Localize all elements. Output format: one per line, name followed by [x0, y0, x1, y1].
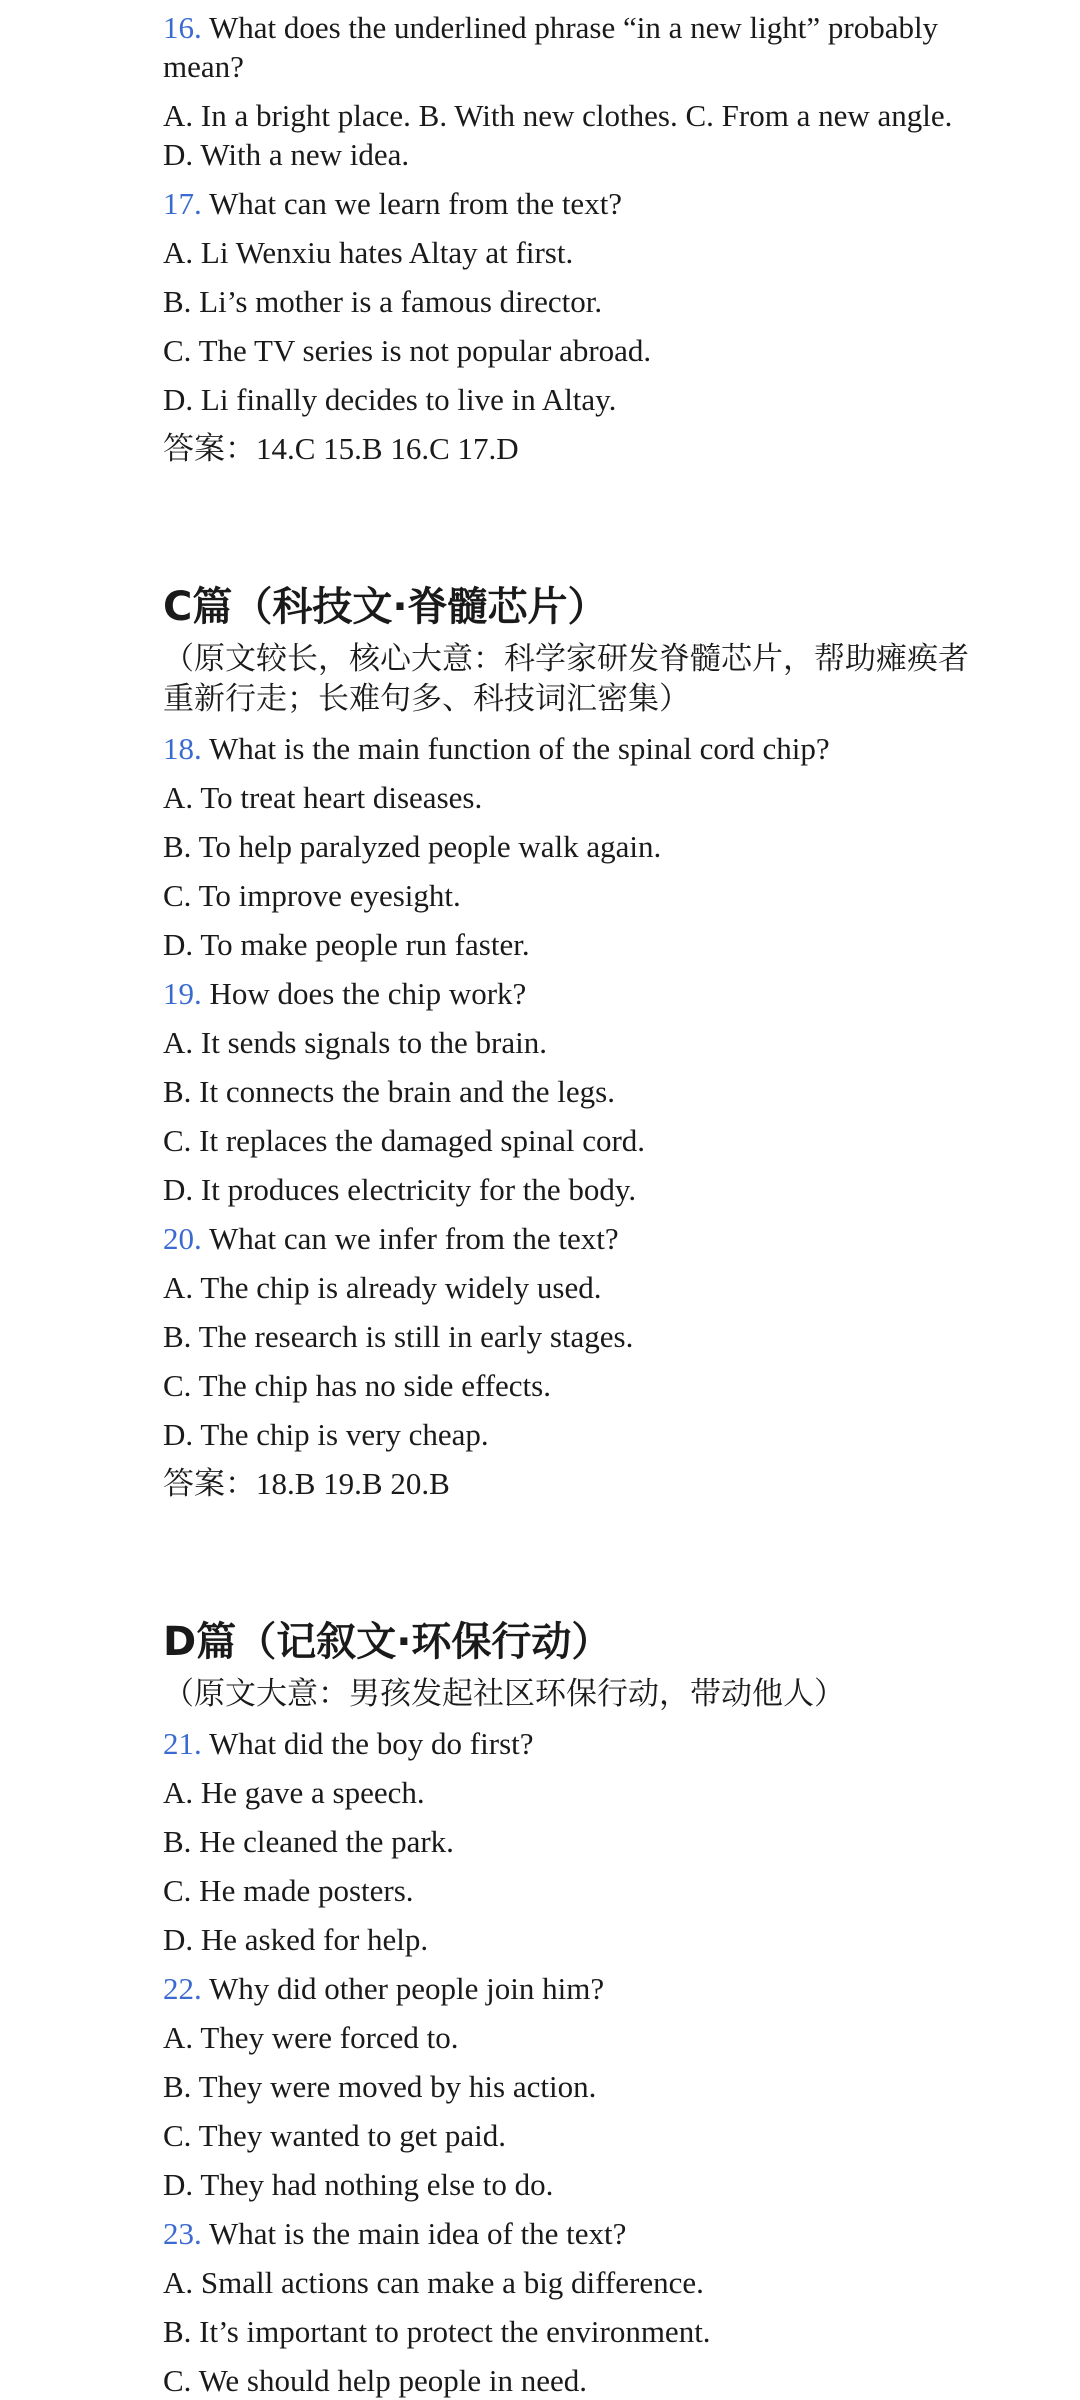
question-16 [163, 8, 990, 86]
question-16-options: A. In a bright place. B. With new clothes. C. From a new angle. D. With a new idea. [163, 98, 953, 172]
option-d: D. The chip is very cheap. [163, 1417, 489, 1452]
option-c: C. We should help people in need. [163, 2363, 587, 2398]
section-d [163, 1616, 990, 2400]
option-d: D. It produces electricity for the body. [163, 1172, 637, 1207]
section-summary: （原文较长，核心大意：科学家研发脊髓芯片，帮助瘫痪者重新行走；长难句多、科技词汇密集） [163, 641, 969, 717]
question-22 [163, 1969, 990, 2008]
option-b: B. He cleaned the park. [163, 1824, 454, 1859]
question-number: 16. [163, 10, 202, 45]
question-text: What can we infer from the text? [201, 1221, 619, 1256]
option-d: D. They had nothing else to do. [163, 2167, 554, 2202]
option-a: A. The chip is already widely used. [163, 1270, 602, 1305]
option-a: A. Small actions can make a big difference. [163, 2265, 704, 2300]
answer-key: 答案：14.C 15.B 16.C 17.D [163, 431, 519, 466]
option-d: D. He asked for help. [163, 1922, 429, 1957]
option-c: C. The TV series is not popular abroad. [163, 333, 652, 368]
question-17 [163, 184, 990, 223]
question-text: What is the main idea of the text? [201, 2216, 627, 2251]
section-summary: （原文大意：男孩发起社区环保行动，带动他人） [163, 1676, 845, 1712]
question-number: 20. [163, 1221, 202, 1256]
option-c: C. They wanted to get paid. [163, 2118, 506, 2153]
question-text: What is the main function of the spinal cord chip? [201, 731, 830, 766]
section-heading: C篇（科技文·脊髓芯片） [163, 584, 608, 630]
option-d: D. To make people run faster. [163, 927, 530, 962]
question-number: 23. [163, 2216, 202, 2251]
option-c: C. He made posters. [163, 1873, 414, 1908]
question-number: 19. [163, 976, 202, 1011]
question-19 [163, 974, 990, 1013]
answer-key: 答案：18.B 19.B 20.B [163, 1466, 450, 1501]
section-c [163, 581, 990, 1503]
question-text: How does the chip work? [201, 976, 527, 1011]
question-text: What can we learn from the text? [201, 186, 623, 221]
question-20 [163, 1219, 990, 1258]
section-b-tail [163, 0, 990, 468]
option-a: A. To treat heart diseases. [163, 780, 483, 815]
option-b: B. To help paralyzed people walk again. [163, 829, 662, 864]
option-c: C. To improve eyesight. [163, 878, 461, 913]
question-number: 18. [163, 731, 202, 766]
question-text: What does the underlined phrase “in a new light” probably mean? [163, 10, 939, 84]
option-c: C. It replaces the damaged spinal cord. [163, 1123, 646, 1158]
option-a: A. It sends signals to the brain. [163, 1025, 548, 1060]
question-text: What did the boy do first? [201, 1726, 534, 1761]
question-text: Why did other people join him? [201, 1971, 605, 2006]
question-21 [163, 1724, 990, 1763]
option-b: B. It connects the brain and the legs. [163, 1074, 615, 1109]
option-d: D. Li finally decides to live in Altay. [163, 382, 617, 417]
option-b: B. It’s important to protect the environment. [163, 2314, 711, 2349]
question-18 [163, 729, 990, 768]
question-number: 21. [163, 1726, 202, 1761]
option-c: C. The chip has no side effects. [163, 1368, 551, 1403]
question-number: 22. [163, 1971, 202, 2006]
option-a: A. He gave a speech. [163, 1775, 425, 1810]
option-b: B. Li’s mother is a famous director. [163, 284, 603, 319]
option-b: B. The research is still in early stages. [163, 1319, 634, 1354]
section-heading: D篇（记叙文·环保行动） [163, 1619, 612, 1665]
option-a: A. Li Wenxiu hates Altay at first. [163, 235, 574, 270]
section-spacer [163, 499, 990, 581]
question-number: 17. [163, 186, 202, 221]
section-spacer [163, 1534, 990, 1616]
option-b: B. They were moved by his action. [163, 2069, 597, 2104]
question-23 [163, 2214, 990, 2253]
option-a: A. They were forced to. [163, 2020, 459, 2055]
